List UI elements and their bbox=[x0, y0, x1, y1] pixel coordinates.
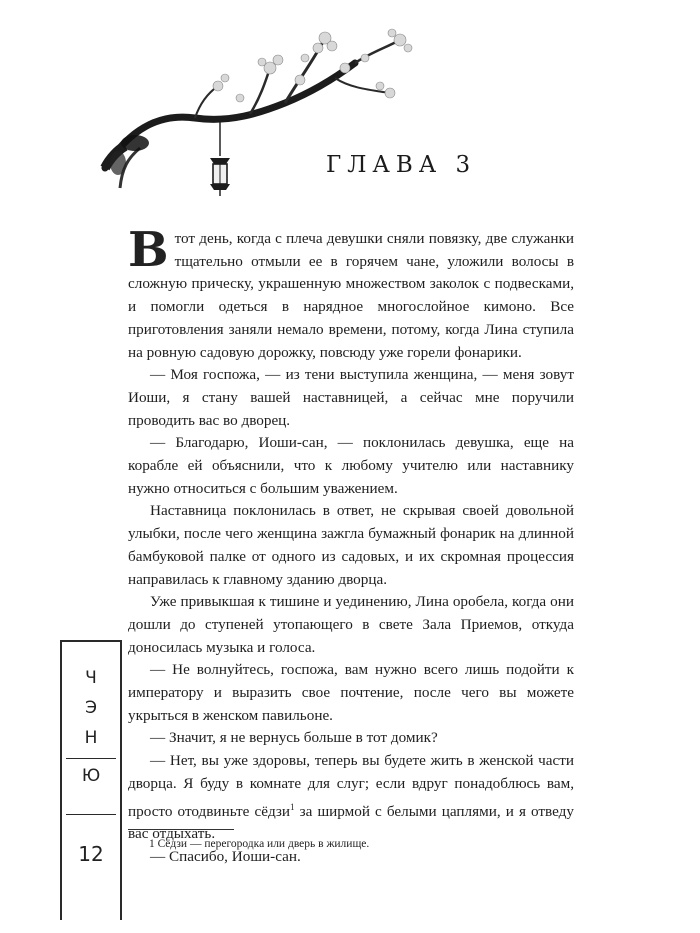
paragraph: — Значит, я не вернусь больше в тот домик? bbox=[150, 729, 438, 747]
paragraph: — Спасибо, Иоши-сан. bbox=[150, 848, 301, 866]
author-letter: Ч bbox=[85, 668, 97, 688]
paragraph: Наставница поклонилась в ответ, не скрывая своей довольной улыбки, после чего женщина зажгла бумажный фонарик на длинной бамбуковой палке от одного из садовых, и их скромная процессия направилась к главному зданию дворца. bbox=[128, 502, 574, 588]
chapter-body bbox=[128, 222, 574, 869]
page-number: 12 bbox=[78, 842, 104, 866]
paragraph: — Моя госпожа, — из тени выступила женщина, — меня зовут Иоши, я стану вашей наставницей, а сейчас мне поручили проводить вас во дворец. bbox=[128, 366, 574, 429]
paragraph bbox=[128, 750, 574, 846]
paragraph bbox=[128, 222, 574, 364]
paragraph: Уже привыкшая к тишине и уединению, Лина оробела, когда они дошли до ступеней утопающего в свете Зала Приемов, откуда доносилась музыка и голоса. bbox=[128, 593, 574, 656]
paragraph: — Не волнуйтесь, госпожа, вам нужно всего лишь подойти к императору и выразить свое почтение, после чего вы можете укрыться в женском павильоне. bbox=[128, 661, 574, 724]
footnote: 1 Сёдзи — перегородка или дверь в жилище. bbox=[149, 838, 370, 850]
author-letter: Н bbox=[84, 728, 98, 748]
paragraph-text: тот день, когда с плеча девушки сняли повязку, две служанки тщательно отмыли ее в горячем чане, уложили волосы в сложную прическу, украшенную множеством заколок с подвесками, и помогли одеться в нарядное многослойное кимоно. Все приготовления заняли немало времени, потому, когда Лина ступила на ровную садовую дорожку, повсюду уже горели фонарики. bbox=[128, 230, 574, 361]
drop-cap: В bbox=[128, 222, 169, 278]
author-letter: Ю bbox=[81, 766, 101, 786]
footnote-divider bbox=[128, 829, 234, 830]
paragraph-text: — Нет, вы уже здоровы, теперь вы будете жить в женской части дворца. Я буду в комнате для слуг; если вдруг понадоблюсь вам, просто отодвиньте сёдзи bbox=[128, 752, 574, 820]
paragraph-text: за ширмой с белыми цаплями, и я отведу вас отдыхать. bbox=[128, 802, 574, 843]
footnote-ref[interactable]: 1 bbox=[290, 801, 295, 812]
author-letter: Э bbox=[85, 698, 97, 718]
cherry-branch-lantern-illustration bbox=[100, 18, 420, 218]
chapter-title: ГЛАВА 3 bbox=[326, 152, 477, 178]
sidebar-divider bbox=[66, 814, 116, 815]
author-sidebar bbox=[60, 640, 122, 920]
paragraph: — Благодарю, Иоши-сан, — поклонилась девушка, еще на корабле ей объяснили, что к любому учителю или наставнику нужно относиться с большим уважением. bbox=[128, 434, 574, 497]
sidebar-divider bbox=[66, 758, 116, 759]
